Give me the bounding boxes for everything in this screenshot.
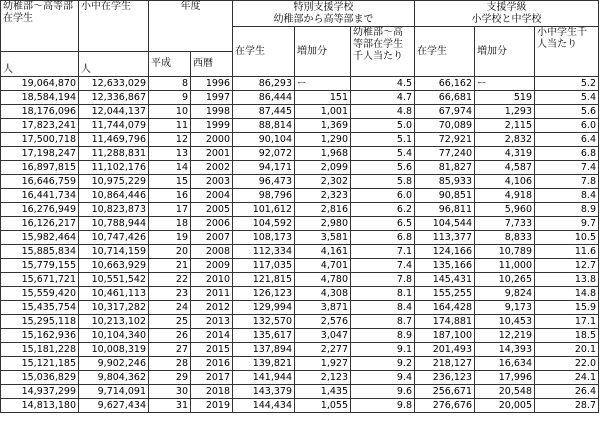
cell-kinder-high-total: 18,176,096 xyxy=(1,105,79,119)
cell-support-enrolled: 236,123 xyxy=(415,371,475,385)
cell-elem-mid-total: 11,469,796 xyxy=(79,133,149,147)
cell-elem-mid-total: 10,104,340 xyxy=(79,329,149,343)
cell-special-enrolled: 137,894 xyxy=(233,343,295,357)
cell-support-enrolled: 85,933 xyxy=(415,175,475,189)
cell-support-enrolled: 72,921 xyxy=(415,133,475,147)
table-row xyxy=(1,133,599,147)
cell-support-increase: 1,293 xyxy=(475,105,535,119)
table-row xyxy=(1,399,599,413)
cell-seireki: 2010 xyxy=(191,273,233,287)
table-body xyxy=(1,77,599,413)
cell-elem-mid-total: 10,864,446 xyxy=(79,189,149,203)
table-row xyxy=(1,273,599,287)
cell-special-enrolled: 144,434 xyxy=(233,399,295,413)
cell-special-increase: 3,581 xyxy=(295,231,351,245)
support-classes-subtitle: 小学校と中学校 xyxy=(471,13,542,25)
cell-special-enrolled: 104,592 xyxy=(233,217,295,231)
cell-special-increase: 2,277 xyxy=(295,343,351,357)
cell-elem-mid-total: 10,213,102 xyxy=(79,315,149,329)
cell-kinder-high-total: 19,064,870 xyxy=(1,77,79,91)
cell-support-enrolled: 90,851 xyxy=(415,189,475,203)
header-cell-elem-mid: 小中在学生 xyxy=(79,1,149,52)
cell-support-enrolled: 201,493 xyxy=(415,343,475,357)
cell-special-increase: 3,871 xyxy=(295,301,351,315)
cell-kinder-high-total: 15,885,834 xyxy=(1,245,79,259)
cell-support-per-thousand: 10.5 xyxy=(535,231,599,245)
table-row xyxy=(1,161,599,175)
cell-elem-mid-total: 10,461,113 xyxy=(79,287,149,301)
cell-heisei: 28 xyxy=(149,357,191,371)
cell-kinder-high-total: 15,982,464 xyxy=(1,231,79,245)
cell-support-increase: 5,960 xyxy=(475,203,535,217)
cell-kinder-high-total: 15,435,754 xyxy=(1,301,79,315)
cell-support-per-thousand: 15.9 xyxy=(535,301,599,315)
cell-support-increase: 10,265 xyxy=(475,273,535,287)
cell-heisei: 26 xyxy=(149,329,191,343)
cell-elem-mid-total: 9,627,434 xyxy=(79,399,149,413)
cell-special-enrolled: 121,815 xyxy=(233,273,295,287)
cell-elem-mid-total: 9,714,091 xyxy=(79,385,149,399)
cell-heisei: 12 xyxy=(149,133,191,147)
cell-support-per-thousand: 8.4 xyxy=(535,189,599,203)
cell-kinder-high-total: 15,779,155 xyxy=(1,259,79,273)
cell-seireki: 1996 xyxy=(191,77,233,91)
cell-seireki: 2014 xyxy=(191,329,233,343)
cell-support-per-thousand: 5.2 xyxy=(535,77,599,91)
cell-special-enrolled: 135,617 xyxy=(233,329,295,343)
cell-heisei: 25 xyxy=(149,315,191,329)
cell-special-per-thousand: 6.0 xyxy=(351,189,415,203)
cell-support-enrolled: 276,676 xyxy=(415,399,475,413)
cell-support-per-thousand: 8.9 xyxy=(535,203,599,217)
cell-kinder-high-total: 14,937,299 xyxy=(1,385,79,399)
cell-seireki: 2013 xyxy=(191,315,233,329)
cell-heisei: 31 xyxy=(149,399,191,413)
cell-special-enrolled: 90,104 xyxy=(233,133,295,147)
cell-special-per-thousand: 9.4 xyxy=(351,371,415,385)
cell-special-enrolled: 143,379 xyxy=(233,385,295,399)
cell-heisei: 17 xyxy=(149,203,191,217)
cell-support-increase: 4,587 xyxy=(475,161,535,175)
cell-support-increase: 20,548 xyxy=(475,385,535,399)
cell-kinder-high-total: 15,671,721 xyxy=(1,273,79,287)
cell-elem-mid-total: 9,804,362 xyxy=(79,371,149,385)
cell-special-increase: 2,576 xyxy=(295,315,351,329)
cell-elem-mid-total: 10,008,319 xyxy=(79,343,149,357)
cell-support-enrolled: 67,974 xyxy=(415,105,475,119)
cell-special-increase: 1,290 xyxy=(295,133,351,147)
cell-special-per-thousand: 5.0 xyxy=(351,119,415,133)
cell-support-per-thousand: 6.0 xyxy=(535,119,599,133)
cell-seireki: 2000 xyxy=(191,133,233,147)
cell-special-increase: 2,302 xyxy=(295,175,351,189)
cell-support-per-thousand: 9.7 xyxy=(535,217,599,231)
cell-support-per-thousand: 13.8 xyxy=(535,273,599,287)
cell-support-increase: 16,634 xyxy=(475,357,535,371)
cell-support-enrolled: 135,166 xyxy=(415,259,475,273)
cell-support-per-thousand: 24.1 xyxy=(535,371,599,385)
cell-kinder-high-total: 15,181,228 xyxy=(1,343,79,357)
cell-support-per-thousand: 11.6 xyxy=(535,245,599,259)
cell-special-increase: 1,001 xyxy=(295,105,351,119)
cell-seireki: 2002 xyxy=(191,161,233,175)
cell-support-increase: 4,319 xyxy=(475,147,535,161)
header-cell-kinder-high: 幼稚部～高等部在学生 xyxy=(1,1,79,52)
table-row xyxy=(1,105,599,119)
table-row xyxy=(1,315,599,329)
cell-special-per-thousand: 8.1 xyxy=(351,287,415,301)
cell-support-enrolled: 124,166 xyxy=(415,245,475,259)
cell-support-enrolled: 113,377 xyxy=(415,231,475,245)
cell-support-increase: 11,000 xyxy=(475,259,535,273)
cell-special-per-thousand: 7.8 xyxy=(351,273,415,287)
cell-support-increase: 4,918 xyxy=(475,189,535,203)
cell-special-increase: 2,980 xyxy=(295,217,351,231)
cell-elem-mid-total: 12,633,029 xyxy=(79,77,149,91)
cell-support-increase: 519 xyxy=(475,91,535,105)
cell-kinder-high-total: 17,500,718 xyxy=(1,133,79,147)
cell-seireki: 2008 xyxy=(191,245,233,259)
cell-heisei: 18 xyxy=(149,217,191,231)
unit-cell-2: 人 xyxy=(79,52,149,77)
cell-support-per-thousand: 22.0 xyxy=(535,357,599,371)
cell-support-increase: 2,832 xyxy=(475,133,535,147)
cell-support-increase: 20,005 xyxy=(475,399,535,413)
header-per-thousand-1: 幼稚部～高等部在学生千人当たり xyxy=(351,27,415,77)
cell-seireki: 2017 xyxy=(191,371,233,385)
cell-kinder-high-total: 18,584,194 xyxy=(1,91,79,105)
table-row xyxy=(1,77,599,91)
special-schools-title: 特別支援学校 xyxy=(293,1,354,13)
table-row xyxy=(1,329,599,343)
cell-special-per-thousand: 8.9 xyxy=(351,329,415,343)
cell-special-enrolled: 88,814 xyxy=(233,119,295,133)
cell-special-increase: 151 xyxy=(295,91,351,105)
cell-special-per-thousand: 5.6 xyxy=(351,161,415,175)
unit-cell-1: 人 xyxy=(1,52,79,77)
cell-kinder-high-total: 14,813,180 xyxy=(1,399,79,413)
cell-support-enrolled: 70,089 xyxy=(415,119,475,133)
cell-elem-mid-total: 11,102,176 xyxy=(79,161,149,175)
cell-special-enrolled: 141,944 xyxy=(233,371,295,385)
cell-special-enrolled: 129,994 xyxy=(233,301,295,315)
cell-special-increase: ー xyxy=(295,77,351,91)
cell-support-increase: 10,453 xyxy=(475,315,535,329)
cell-heisei: 8 xyxy=(149,77,191,91)
cell-seireki: 2004 xyxy=(191,189,233,203)
cell-seireki: 2007 xyxy=(191,231,233,245)
cell-special-per-thousand: 9.2 xyxy=(351,357,415,371)
cell-support-per-thousand: 20.1 xyxy=(535,343,599,357)
cell-support-per-thousand: 7.8 xyxy=(535,175,599,189)
cell-special-per-thousand: 7.4 xyxy=(351,259,415,273)
cell-seireki: 2009 xyxy=(191,259,233,273)
cell-special-per-thousand: 7.1 xyxy=(351,245,415,259)
cell-elem-mid-total: 10,788,944 xyxy=(79,217,149,231)
table-row xyxy=(1,245,599,259)
cell-special-increase: 2,323 xyxy=(295,189,351,203)
cell-support-increase: 8,833 xyxy=(475,231,535,245)
cell-special-increase: 4,308 xyxy=(295,287,351,301)
cell-special-enrolled: 101,612 xyxy=(233,203,295,217)
table-row xyxy=(1,217,599,231)
cell-heisei: 19 xyxy=(149,231,191,245)
cell-heisei: 16 xyxy=(149,189,191,203)
cell-kinder-high-total: 17,823,241 xyxy=(1,119,79,133)
cell-kinder-high-total: 17,198,247 xyxy=(1,147,79,161)
cell-elem-mid-total: 10,714,159 xyxy=(79,245,149,259)
header-cell-fiscal-year: 年度 xyxy=(149,1,233,52)
cell-special-per-thousand: 4.5 xyxy=(351,77,415,91)
cell-special-enrolled: 87,445 xyxy=(233,105,295,119)
table-row xyxy=(1,301,599,315)
cell-support-enrolled: 187,100 xyxy=(415,329,475,343)
cell-special-increase: 3,047 xyxy=(295,329,351,343)
cell-support-enrolled: 77,240 xyxy=(415,147,475,161)
cell-support-per-thousand: 7.4 xyxy=(535,161,599,175)
header-increase-2: 増加分 xyxy=(475,27,535,77)
cell-special-enrolled: 98,796 xyxy=(233,189,295,203)
cell-elem-mid-total: 10,317,282 xyxy=(79,301,149,315)
cell-support-per-thousand: 5.4 xyxy=(535,91,599,105)
table-row xyxy=(1,385,599,399)
cell-elem-mid-total: 10,747,426 xyxy=(79,231,149,245)
cell-kinder-high-total: 15,559,420 xyxy=(1,287,79,301)
cell-heisei: 9 xyxy=(149,91,191,105)
cell-seireki: 1997 xyxy=(191,91,233,105)
header-heisei: 平成 xyxy=(149,52,191,77)
cell-special-enrolled: 112,334 xyxy=(233,245,295,259)
header-group-support-classes xyxy=(415,1,599,27)
table-row xyxy=(1,147,599,161)
header-enrolled-1: 在学生 xyxy=(233,27,295,77)
cell-seireki: 2006 xyxy=(191,217,233,231)
cell-special-enrolled: 117,035 xyxy=(233,259,295,273)
cell-support-per-thousand: 26.4 xyxy=(535,385,599,399)
cell-support-increase: 9,173 xyxy=(475,301,535,315)
cell-support-per-thousand: 6.8 xyxy=(535,147,599,161)
cell-heisei: 10 xyxy=(149,105,191,119)
cell-support-per-thousand: 28.7 xyxy=(535,399,599,413)
cell-special-per-thousand: 5.4 xyxy=(351,147,415,161)
cell-kinder-high-total: 15,295,118 xyxy=(1,315,79,329)
table-row xyxy=(1,343,599,357)
cell-special-increase: 2,099 xyxy=(295,161,351,175)
cell-support-increase: 7,733 xyxy=(475,217,535,231)
cell-elem-mid-total: 9,902,246 xyxy=(79,357,149,371)
cell-special-per-thousand: 6.2 xyxy=(351,203,415,217)
cell-support-per-thousand: 5.6 xyxy=(535,105,599,119)
cell-seireki: 2003 xyxy=(191,175,233,189)
header-per-thousand-2: 小中学生千人当たり xyxy=(535,27,599,77)
cell-seireki: 1999 xyxy=(191,119,233,133)
cell-special-enrolled: 96,473 xyxy=(233,175,295,189)
cell-elem-mid-total: 10,663,929 xyxy=(79,259,149,273)
cell-special-per-thousand: 8.7 xyxy=(351,315,415,329)
cell-support-per-thousand: 14.8 xyxy=(535,287,599,301)
special-schools-subtitle: 幼稚部から高等部まで xyxy=(273,13,374,25)
header-increase-1: 増加分 xyxy=(295,27,351,77)
cell-special-enrolled: 108,173 xyxy=(233,231,295,245)
cell-kinder-high-total: 15,036,829 xyxy=(1,371,79,385)
cell-special-enrolled: 139,821 xyxy=(233,357,295,371)
cell-support-per-thousand: 6.4 xyxy=(535,133,599,147)
cell-support-increase: 17,996 xyxy=(475,371,535,385)
cell-special-increase: 1,927 xyxy=(295,357,351,371)
cell-support-enrolled: 96,811 xyxy=(415,203,475,217)
cell-special-increase: 2,816 xyxy=(295,203,351,217)
cell-elem-mid-total: 10,975,229 xyxy=(79,175,149,189)
cell-seireki: 2018 xyxy=(191,385,233,399)
cell-special-enrolled: 92,072 xyxy=(233,147,295,161)
cell-support-enrolled: 174,881 xyxy=(415,315,475,329)
cell-support-enrolled: 81,827 xyxy=(415,161,475,175)
cell-special-increase: 1,369 xyxy=(295,119,351,133)
cell-heisei: 22 xyxy=(149,273,191,287)
cell-special-per-thousand: 6.8 xyxy=(351,231,415,245)
cell-heisei: 14 xyxy=(149,161,191,175)
cell-special-increase: 4,701 xyxy=(295,259,351,273)
cell-support-increase: 10,789 xyxy=(475,245,535,259)
cell-support-enrolled: 104,544 xyxy=(415,217,475,231)
cell-special-increase: 1,435 xyxy=(295,385,351,399)
cell-kinder-high-total: 16,441,734 xyxy=(1,189,79,203)
cell-special-enrolled: 132,570 xyxy=(233,315,295,329)
cell-seireki: 2011 xyxy=(191,287,233,301)
cell-heisei: 24 xyxy=(149,301,191,315)
cell-heisei: 11 xyxy=(149,119,191,133)
cell-elem-mid-total: 12,044,137 xyxy=(79,105,149,119)
cell-support-enrolled: 155,255 xyxy=(415,287,475,301)
cell-elem-mid-total: 11,288,831 xyxy=(79,147,149,161)
cell-special-per-thousand: 4.8 xyxy=(351,105,415,119)
cell-support-increase: 9,824 xyxy=(475,287,535,301)
table-row xyxy=(1,91,599,105)
header-group-special-schools xyxy=(233,1,415,27)
cell-support-increase: 4,106 xyxy=(475,175,535,189)
cell-elem-mid-total: 10,551,542 xyxy=(79,273,149,287)
cell-support-increase: 14,393 xyxy=(475,343,535,357)
cell-kinder-high-total: 15,121,185 xyxy=(1,357,79,371)
cell-seireki: 2012 xyxy=(191,301,233,315)
cell-elem-mid-total: 12,336,867 xyxy=(79,91,149,105)
cell-seireki: 1998 xyxy=(191,105,233,119)
cell-kinder-high-total: 16,276,949 xyxy=(1,203,79,217)
cell-support-enrolled: 164,428 xyxy=(415,301,475,315)
cell-heisei: 29 xyxy=(149,371,191,385)
table-row xyxy=(1,119,599,133)
cell-support-increase: 2,115 xyxy=(475,119,535,133)
cell-special-increase: 4,780 xyxy=(295,273,351,287)
cell-special-per-thousand: 9.1 xyxy=(351,343,415,357)
cell-seireki: 2015 xyxy=(191,343,233,357)
cell-support-enrolled: 66,162 xyxy=(415,77,475,91)
cell-support-per-thousand: 18.5 xyxy=(535,329,599,343)
cell-support-enrolled: 218,127 xyxy=(415,357,475,371)
cell-special-per-thousand: 5.1 xyxy=(351,133,415,147)
cell-heisei: 27 xyxy=(149,343,191,357)
table-row xyxy=(1,175,599,189)
cell-support-enrolled: 66,681 xyxy=(415,91,475,105)
cell-heisei: 15 xyxy=(149,175,191,189)
cell-kinder-high-total: 16,646,759 xyxy=(1,175,79,189)
cell-heisei: 13 xyxy=(149,147,191,161)
table-row xyxy=(1,189,599,203)
cell-special-increase: 1,968 xyxy=(295,147,351,161)
cell-special-per-thousand: 6.5 xyxy=(351,217,415,231)
cell-support-enrolled: 145,431 xyxy=(415,273,475,287)
cell-heisei: 21 xyxy=(149,259,191,273)
cell-support-enrolled: 256,671 xyxy=(415,385,475,399)
cell-seireki: 2016 xyxy=(191,357,233,371)
cell-special-enrolled: 126,123 xyxy=(233,287,295,301)
cell-special-enrolled: 94,171 xyxy=(233,161,295,175)
table-row xyxy=(1,259,599,273)
cell-special-per-thousand: 9.6 xyxy=(351,385,415,399)
cell-heisei: 30 xyxy=(149,385,191,399)
cell-heisei: 23 xyxy=(149,287,191,301)
cell-special-enrolled: 86,293 xyxy=(233,77,295,91)
cell-kinder-high-total: 15,162,936 xyxy=(1,329,79,343)
cell-support-per-thousand: 17.1 xyxy=(535,315,599,329)
cell-special-enrolled: 86,444 xyxy=(233,91,295,105)
table-row xyxy=(1,287,599,301)
cell-special-increase: 2,123 xyxy=(295,371,351,385)
cell-support-increase: ー xyxy=(475,77,535,91)
cell-special-per-thousand: 9.8 xyxy=(351,399,415,413)
cell-special-per-thousand: 4.7 xyxy=(351,91,415,105)
cell-support-increase: 12,219 xyxy=(475,329,535,343)
header-enrolled-2: 在学生 xyxy=(415,27,475,77)
cell-seireki: 2005 xyxy=(191,203,233,217)
cell-seireki: 2019 xyxy=(191,399,233,413)
table-header xyxy=(1,1,599,77)
cell-kinder-high-total: 16,897,815 xyxy=(1,161,79,175)
cell-special-increase: 4,161 xyxy=(295,245,351,259)
cell-support-per-thousand: 12.7 xyxy=(535,259,599,273)
cell-heisei: 20 xyxy=(149,245,191,259)
cell-special-per-thousand: 8.4 xyxy=(351,301,415,315)
cell-elem-mid-total: 11,744,079 xyxy=(79,119,149,133)
header-seireki: 西暦 xyxy=(191,52,233,77)
cell-elem-mid-total: 10,823,873 xyxy=(79,203,149,217)
table-row xyxy=(1,203,599,217)
support-classes-title: 支援学級 xyxy=(486,1,527,13)
cell-special-increase: 1,055 xyxy=(295,399,351,413)
table-row xyxy=(1,371,599,385)
cell-kinder-high-total: 16,126,217 xyxy=(1,217,79,231)
table-row xyxy=(1,231,599,245)
cell-seireki: 2001 xyxy=(191,147,233,161)
cell-special-per-thousand: 5.8 xyxy=(351,175,415,189)
table-row xyxy=(1,357,599,371)
